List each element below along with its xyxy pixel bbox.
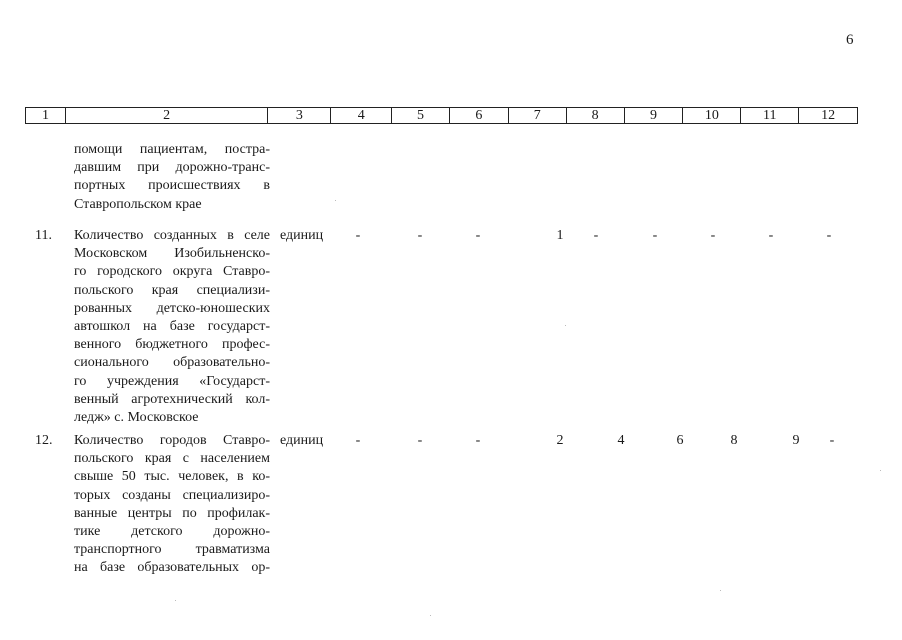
row-12-number: 12. [35,433,53,448]
row-12-line: транспортного травматизма [74,542,270,558]
row-12-col-9: 6 [676,433,684,448]
header-col-2: 2 [66,108,269,123]
header-col-12: 12 [821,108,836,123]
row-11-col-6: - [475,228,481,243]
table-header-row [25,107,858,124]
row-12-col-11: 9 [792,433,800,448]
row-12-line: на базе образовательных ор- [74,560,270,576]
row-11-line: автошкол на базе государст- [74,319,270,335]
row-12-line: тике детского дорожно- [74,524,270,540]
row-11-description [74,227,270,427]
row-11-line: польского края специализи- [74,282,270,298]
row-11-line: сионального образовательно- [74,355,270,371]
header-col-11: 11 [741,108,799,123]
continuation-line: портных происшествиях в [74,178,270,194]
row-11-line: венного бюджетного профес- [74,337,270,353]
header-col-5: 5 [392,108,450,123]
continuation-line: помощи пациентам, постра- [74,142,270,157]
continuation-description [74,141,270,214]
scan-speck [175,600,176,601]
row-11-col-9: - [652,228,658,243]
row-12-line: свыше 50 тыс. человек, в ко- [74,469,270,485]
row-12-unit: единиц [280,433,324,448]
row-11-line: го городского округа Ставро- [74,264,270,280]
header-col-8: 8 [567,108,625,123]
row-11-col-5: - [417,228,423,243]
header-col-7: 7 [509,108,567,123]
row-11-line: рованных детско-юношеских [74,300,270,316]
scan-speck [720,590,721,591]
row-12-line: ванные центры по профилак- [74,505,270,521]
header-col-10: 10 [683,108,741,123]
row-11-line: венный агротехнический кол- [74,391,270,407]
continuation-line: Ставропольском крае [74,196,202,212]
row-11-col-10: - [710,228,716,243]
scan-speck [430,615,431,616]
row-12-col-10: 8 [730,433,738,448]
row-11-line: Московском Изобильненско- [74,246,270,262]
row-11-col-11: - [768,228,774,243]
row-11-line: Количество созданных в селе [74,228,270,243]
page-number: 6 [846,32,854,48]
row-11-col-8: - [593,228,599,243]
row-11-line: ледж» с. Московское [74,410,199,426]
row-12-line: польского края с населением [74,451,270,467]
row-11-col-12: - [826,228,832,243]
row-12-col-8: 4 [617,433,625,448]
row-12-col-6: - [475,433,481,448]
row-12-line: Количество городов Ставро- [74,433,270,448]
row-11-col-7: 1 [556,228,564,243]
row-12-col-5: - [417,433,423,448]
row-11-line: го учреждения «Государст- [74,373,270,389]
header-col-9: 9 [625,108,684,123]
row-12-col-4: - [355,433,361,448]
row-11-unit: единиц [280,228,324,243]
scan-speck [880,470,881,471]
header-col-1: 1 [26,108,66,123]
row-11-number: 11. [35,228,52,243]
row-11-col-4: - [355,228,361,243]
row-12-description [74,432,270,578]
scan-speck [565,325,566,326]
row-12-col-7: 2 [556,433,564,448]
header-col-3: 3 [268,108,331,123]
header-col-6: 6 [450,108,509,123]
row-12-line: торых созданы специализиро- [74,487,270,503]
continuation-line: давшим при дорожно-транс- [74,160,270,176]
scan-speck [335,200,336,201]
row-12-col-12: - [829,433,835,448]
header-col-4: 4 [331,108,392,123]
